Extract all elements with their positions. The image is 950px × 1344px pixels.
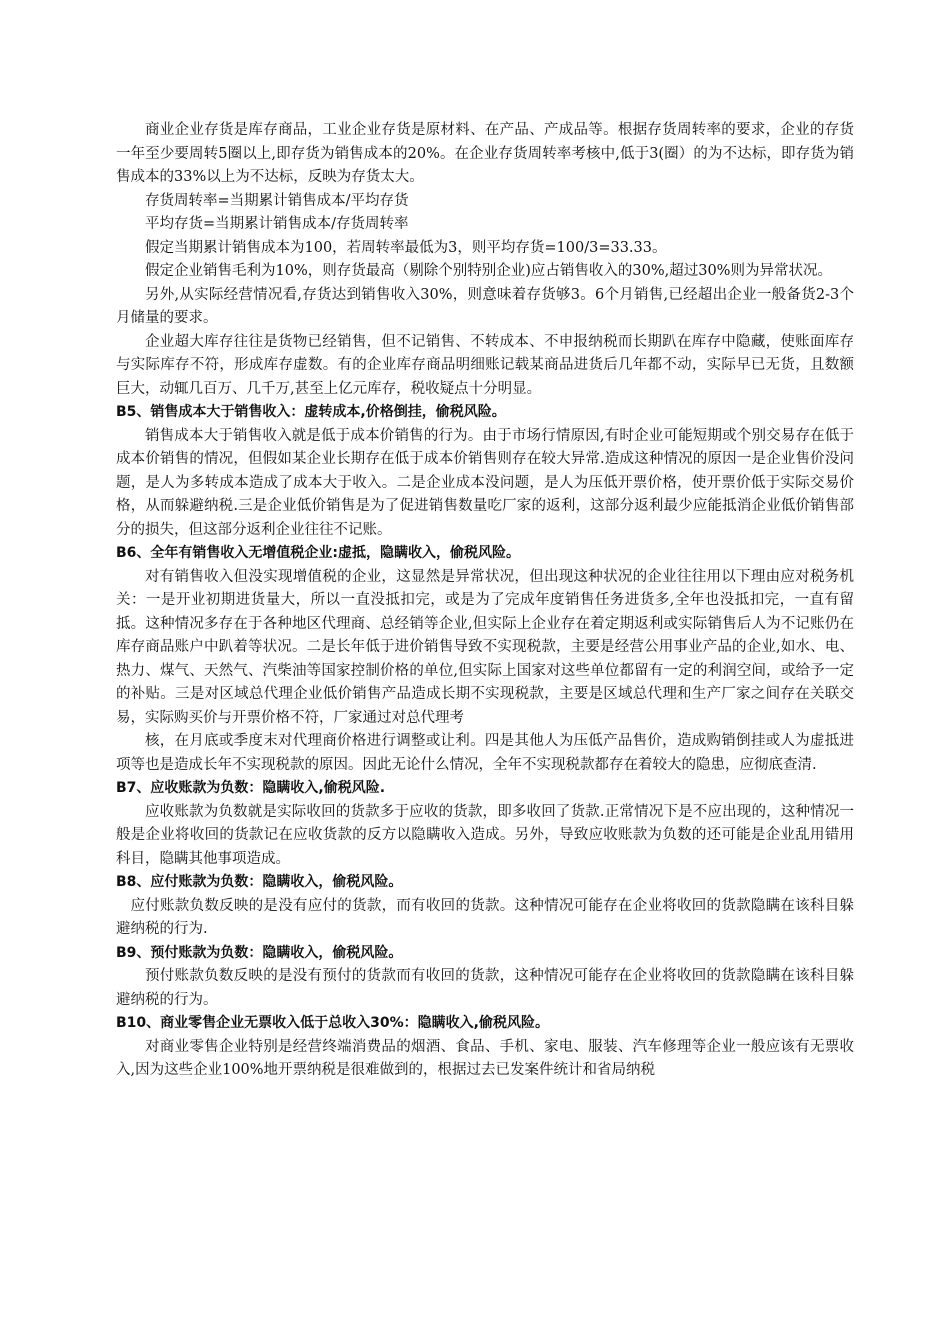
paragraph-inventory-intro: 商业企业存货是库存商品，工业企业存货是原材料、在产品、产成品等。根据存货周转率的要求，企业的存货一年至少要周转5圈以上,即存货为销售成本的20%。在企业存货周转率考核中,低于3(圈）的为不达标，即存货为销售成本的33%以上为不达标，反映为存货太大。 bbox=[116, 122, 854, 185]
paragraph-b8-body: 应付账款负数反映的是没有应付的货款，而有收回的货款。这种情况可能存在企业将收回的货款隐瞒在该科目躲避纳税的行为. bbox=[116, 897, 854, 937]
heading-b10: B10、商业零售企业无票收入低于总收入30%：隐瞒收入,偷税风险。 bbox=[116, 1015, 549, 1031]
paragraph-b6-body: 对有销售收入但没实现增值税的企业，这显然是异常状况，但出现这种状况的企业往往用以下理由应对税务机关：一是开业初期进货量大，所以一直没抵扣完，或是为了完成年度销售任务进货多,全年也没抵扣完，一直有留抵。这种情况多存在于各种地区代理商、总经销等企业,但实际上企业存在着定期返利或实际销售后人为不记账仍在库存商品账户中趴着等状况。二是长年低于进价销售导致不实现税款，主要是经营公用事业产品的企业,如水、电、热力、煤气、天然气、汽柴油等国家控制价格的单位,但实际上国家对这些单位都留有一定的利润空间，或给予一定的补贴。三是对区域总代理企业低价销售产品造成长期不实现税款，主要是区域总代理和生产厂家之间存在关联交易，实际购买价与开票价格不符，厂家通过对总代理考 bbox=[116, 568, 854, 726]
heading-b6: B6、全年有销售收入无增值税企业:虚抵，隐瞒收入，偷税风险。 bbox=[116, 545, 521, 561]
heading-b8: B8、应付账款为负数：隐瞒收入，偷税风险。 bbox=[116, 874, 403, 890]
formula-inventory-turnover: 存货周转率=当期累计销售成本/平均存货 bbox=[145, 192, 409, 209]
paragraph-b10-body: 对商业零售企业特别是经营终端消费品的烟酒、食品、手机、家电、服装、汽车修理等企业一般应该有无票收入,因为这些企业100%地开票纳税是很难做到的，根据过去已发案件统计和省局纳税 bbox=[116, 1038, 854, 1078]
heading-b9: B9、预付账款为负数：隐瞒收入，偷税风险。 bbox=[116, 944, 403, 961]
formula-average-inventory: 平均存货=当期累计销售成本/存货周转率 bbox=[145, 216, 409, 232]
paragraph-b6-continued: 核，在月底或季度末对代理商价格进行调整或让利。四是其他人为压低产品售价，造成购销倒挂或人为虚抵进项等也是造成长年不实现税款的原因。因此无论什么情况，全年不实现税款都存在着较大的隐患，应彻底查清. bbox=[116, 733, 854, 773]
heading-b5: B5、销售成本大于销售收入：虚转成本,价格倒挂，偷税风险。 bbox=[116, 404, 506, 420]
document-page bbox=[116, 119, 854, 1083]
paragraph-b9-body: 预付账款负数反映的是没有预付的货款而有收回的货款，这种情况可能存在企业将收回的货款隐瞒在该科目躲避纳税的行为。 bbox=[116, 968, 854, 1008]
paragraph-b7-body: 应收账款为负数就是实际收回的货款多于应收的货款，即多收回了货款.正常情况下是不应出现的，这种情况一般是企业将收回的货款记在应收货款的反方以隐瞒收入造成。另外，导致应收账款为负数的还可能是企业乱用错用科目，隐瞒其他事项造成。 bbox=[116, 803, 854, 867]
heading-b7: B7、应收账款为负数：隐瞒收入,偷税风险. bbox=[116, 780, 386, 796]
paragraph-gross-margin: 假定企业销售毛利为10%，则存货最高（剔除个别特别企业)应占销售收入的30%,超过30%则为异常状况。 bbox=[145, 263, 832, 279]
paragraph-example-calculation: 假定当期累计销售成本为100，若周转率最低为3，则平均存货=100/3=33.33。 bbox=[145, 239, 667, 256]
paragraph-actual-operation: 另外,从实际经营情况看,存货达到销售收入30%，则意味着存货够3。6个月销售,已经超出企业一般备货2-3个月储量的要求。 bbox=[116, 286, 854, 326]
paragraph-oversized-inventory: 企业超大库存往往是货物已经销售，但不记销售、不转成本、不申报纳税而长期趴在库存中隐藏，使账面库存与实际库存不符，形成库存虚数。有的企业库存商品明细账记载某商品进货后几年都不动，实际早已无货，且数额巨大，动辄几百万、几千万,甚至上亿元库存，税收疑点十分明显。 bbox=[116, 333, 854, 397]
paragraph-b5-body: 销售成本大于销售收入就是低于成本价销售的行为。由于市场行情原因,有时企业可能短期或个别交易存在低于成本价销售的情况，但假如某企业长期存在低于成本价销售则存在较大异常.造成这种情况的原因一是企业售价没问题，是人为多转成本造成了成本大于收入。二是企业成本没问题，是人为压低开票价格，使开票价低于实际交易价格，从而躲避纳税.三是企业低价销售是为了促进销售数量吃厂家的返利，这部分返利最少应能抵消企业低价销售部分的损失，但这部分返利企业往往不记账。 bbox=[116, 427, 854, 538]
